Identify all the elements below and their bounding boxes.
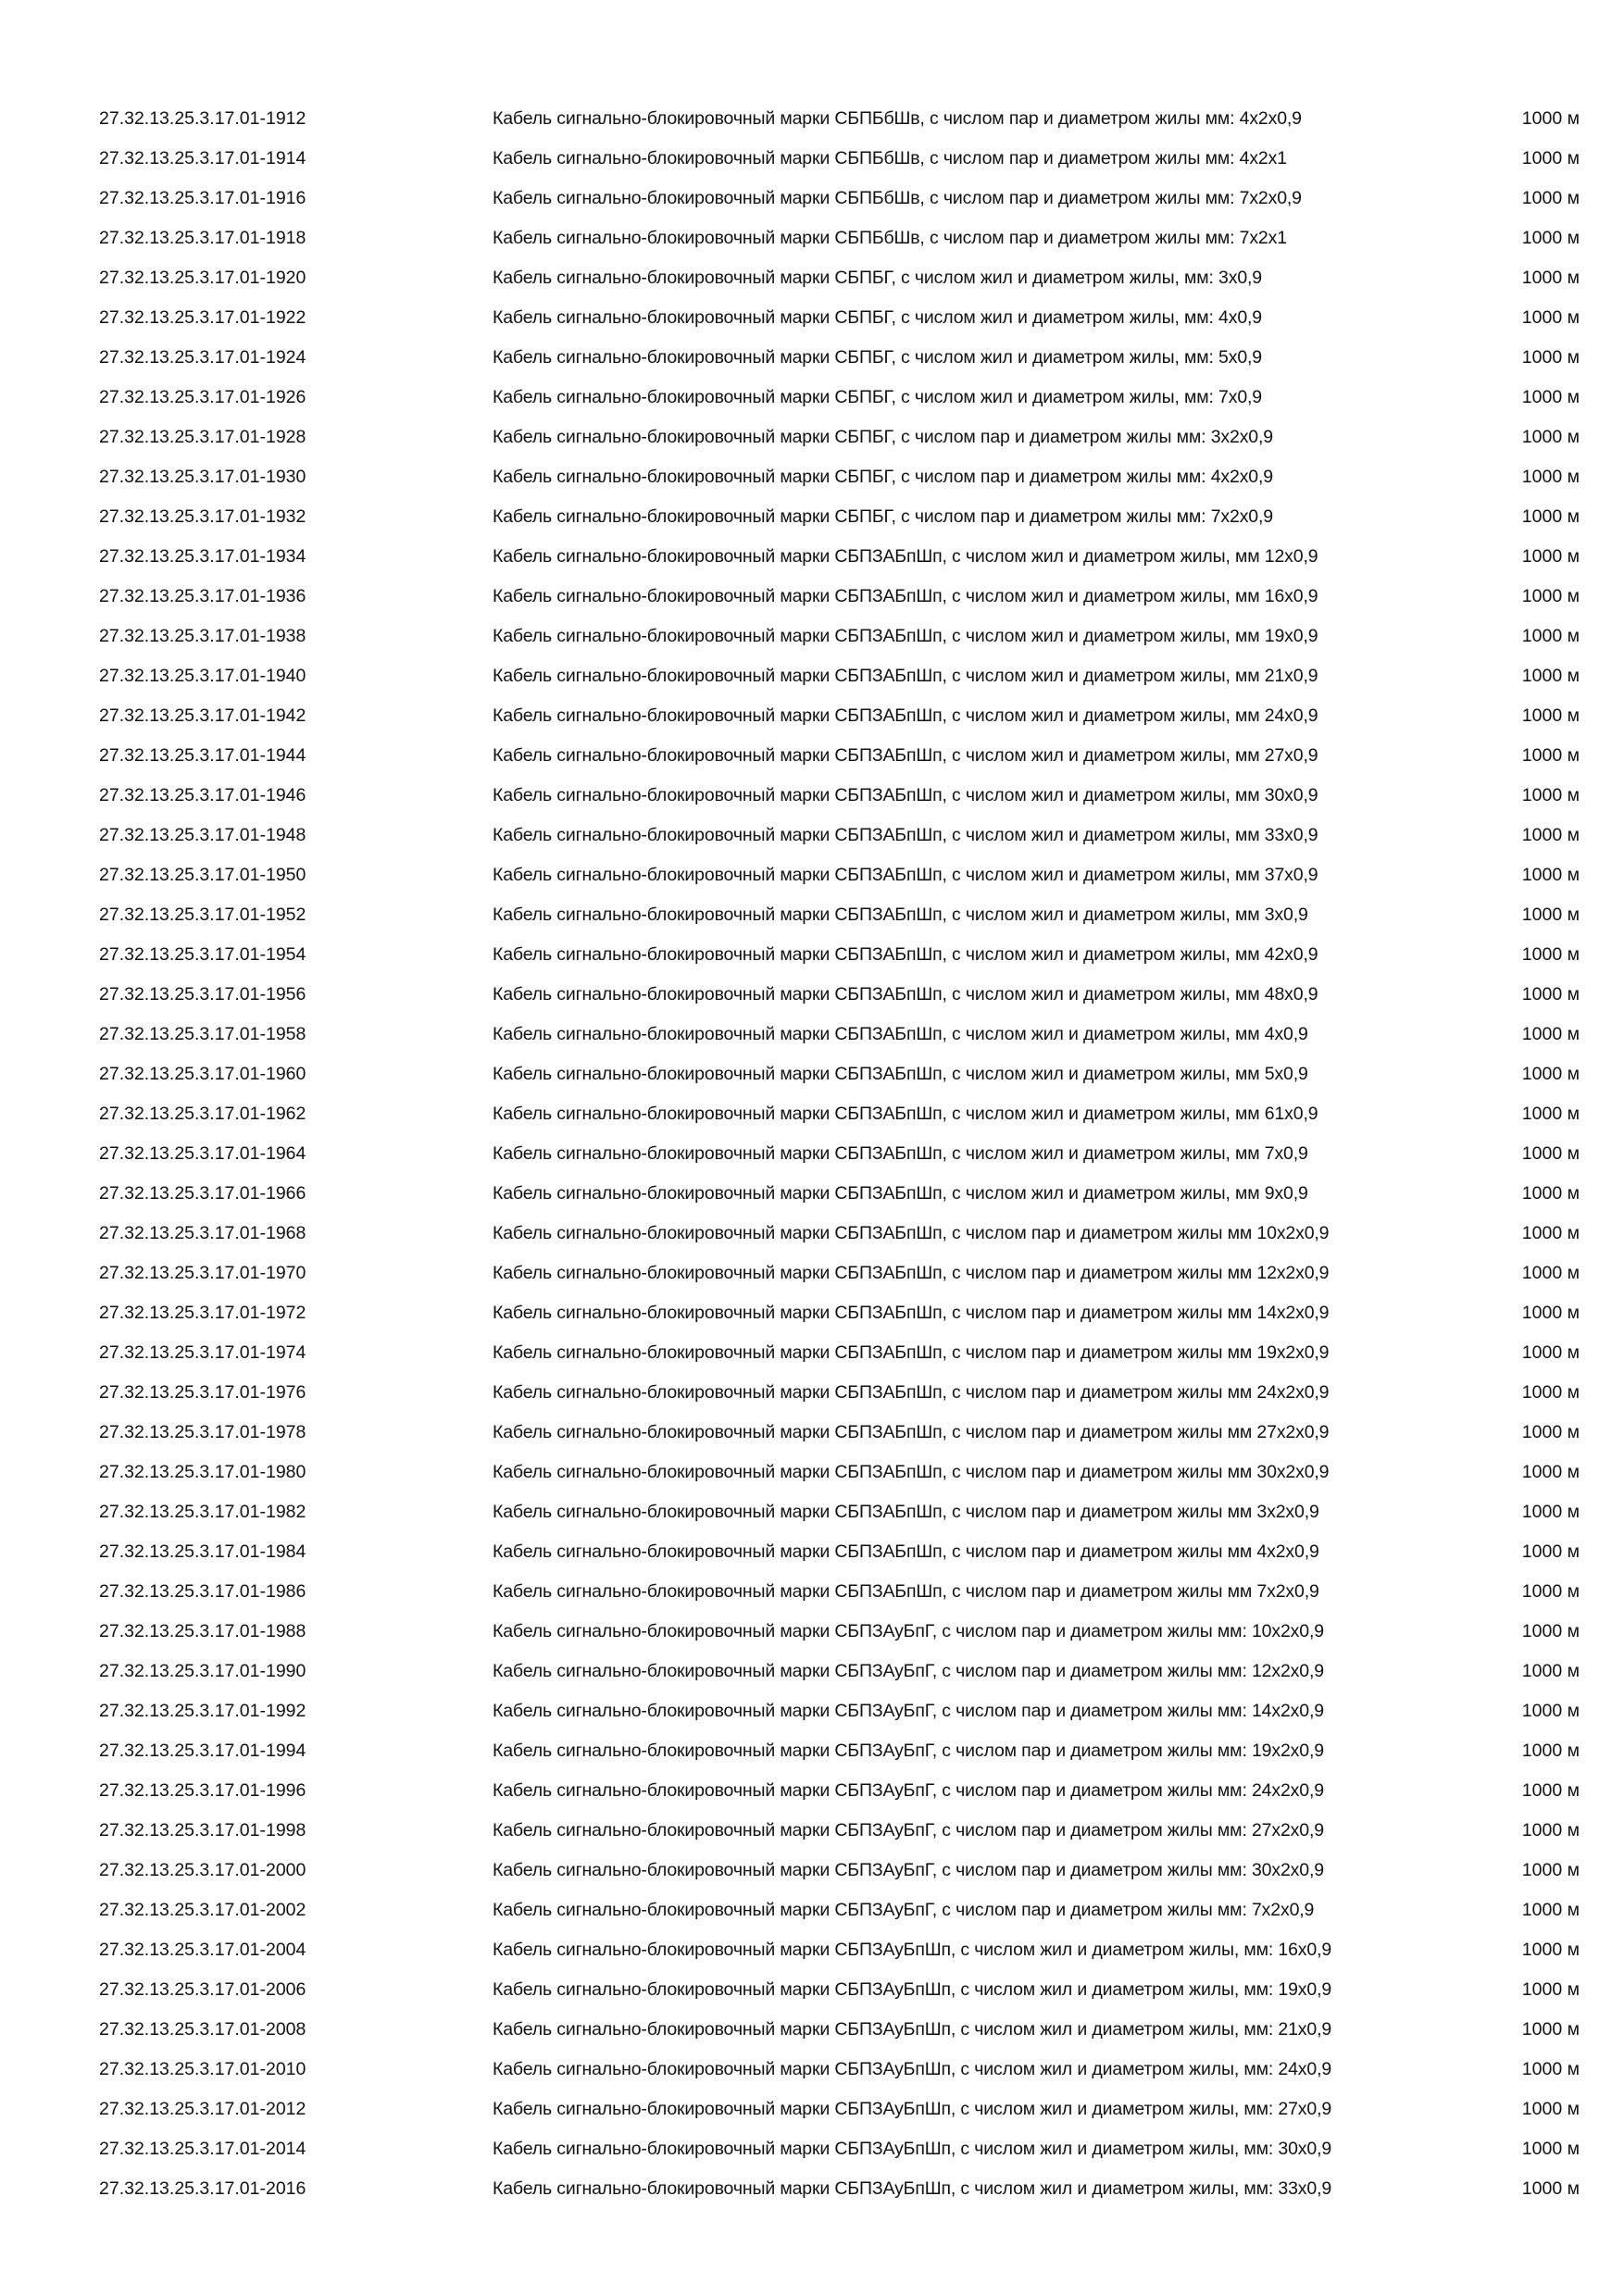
item-unit: 1000 м — [1521, 666, 1580, 686]
table-row — [0, 982, 1624, 1022]
item-description: Кабель сигнально-блокировочный марки СБПЗАБпШп, с числом жил и диаметром жилы, мм 21х0,9 — [493, 666, 1318, 686]
table-row — [0, 465, 1624, 505]
item-code: 27.32.13.25.3.17.01-1964 — [99, 1143, 306, 1164]
table-row — [0, 1301, 1624, 1341]
table-row — [0, 146, 1624, 186]
item-code: 27.32.13.25.3.17.01-2010 — [99, 2059, 306, 2079]
item-code: 27.32.13.25.3.17.01-2006 — [99, 1979, 306, 2000]
item-unit: 1000 м — [1521, 1820, 1580, 1841]
item-description: Кабель сигнально-блокировочный марки СБПЗАуБпГ, с числом пар и диаметром жилы мм: 19х2х0,9 — [493, 1741, 1324, 1761]
item-unit: 1000 м — [1521, 2059, 1580, 2079]
table-row — [0, 624, 1624, 664]
item-description: Кабель сигнально-блокировочный марки СБПЗАБпШп, с числом пар и диаметром жилы мм 19х2х0,9 — [493, 1342, 1330, 1363]
item-unit: 1000 м — [1521, 944, 1580, 965]
item-unit: 1000 м — [1521, 148, 1580, 168]
table-row — [0, 1699, 1624, 1739]
item-unit: 1000 м — [1521, 1661, 1580, 1681]
item-code: 27.32.13.25.3.17.01-1992 — [99, 1701, 306, 1721]
item-code: 27.32.13.25.3.17.01-1956 — [99, 984, 306, 1004]
item-description: Кабель сигнально-блокировочный марки СБПБбШв, с числом пар и диаметром жилы мм: 4х2х0,9 — [493, 108, 1302, 129]
table-row — [0, 2177, 1624, 2216]
item-code: 27.32.13.25.3.17.01-2008 — [99, 2019, 306, 2040]
item-description: Кабель сигнально-блокировочный марки СБПЗАБпШп, с числом жил и диаметром жилы, мм 61х0,9 — [493, 1104, 1318, 1124]
item-description: Кабель сигнально-блокировочный марки СБПЗАуБпГ, с числом пар и диаметром жилы мм: 24х2х0,9 — [493, 1780, 1324, 1801]
table-row — [0, 1778, 1624, 1818]
item-description: Кабель сигнально-блокировочный марки СБПЗАуБпГ, с числом пар и диаметром жилы мм: 10х2х0,9 — [493, 1621, 1324, 1641]
table-row — [0, 1142, 1624, 1181]
item-code: 27.32.13.25.3.17.01-1998 — [99, 1820, 306, 1841]
item-description: Кабель сигнально-блокировочный марки СБПЗАуБпГ, с числом пар и диаметром жилы мм: 12х2х0,9 — [493, 1661, 1324, 1681]
table-row — [0, 1460, 1624, 1500]
table-row — [0, 942, 1624, 982]
item-unit: 1000 м — [1521, 1422, 1580, 1442]
item-unit: 1000 м — [1521, 905, 1580, 925]
table-row — [0, 266, 1624, 306]
item-description: Кабель сигнально-блокировочный марки СБПЗАБпШп, с числом пар и диаметром жилы мм 24х2х0,9 — [493, 1382, 1330, 1403]
table-row — [0, 1858, 1624, 1898]
item-code: 27.32.13.25.3.17.01-1974 — [99, 1342, 306, 1363]
item-unit: 1000 м — [1521, 1940, 1580, 1960]
table-row — [0, 345, 1624, 385]
item-code: 27.32.13.25.3.17.01-1954 — [99, 944, 306, 965]
item-code: 27.32.13.25.3.17.01-1944 — [99, 745, 306, 766]
item-description: Кабель сигнально-блокировочный марки СБПБбШв, с числом пар и диаметром жилы мм: 7х2х0,9 — [493, 188, 1302, 208]
table-row — [0, 1261, 1624, 1301]
item-code: 27.32.13.25.3.17.01-1946 — [99, 785, 306, 805]
table-row — [0, 2057, 1624, 2097]
item-code: 27.32.13.25.3.17.01-1966 — [99, 1183, 306, 1204]
item-code: 27.32.13.25.3.17.01-2014 — [99, 2139, 306, 2159]
table-row — [0, 743, 1624, 783]
item-unit: 1000 м — [1521, 307, 1580, 328]
table-row — [0, 385, 1624, 425]
table-row — [0, 1579, 1624, 1619]
item-code: 27.32.13.25.3.17.01-1962 — [99, 1104, 306, 1124]
item-code: 27.32.13.25.3.17.01-1978 — [99, 1422, 306, 1442]
item-description: Кабель сигнально-блокировочный марки СБПЗАуБпШп, с числом жил и диаметром жилы, мм: 21х0,9 — [493, 2019, 1332, 2040]
item-description: Кабель сигнально-блокировочный марки СБПЗАуБпШп, с числом жил и диаметром жилы, мм: 24х0,9 — [493, 2059, 1332, 2079]
item-unit: 1000 м — [1521, 1342, 1580, 1363]
item-code: 27.32.13.25.3.17.01-2000 — [99, 1860, 306, 1880]
item-code: 27.32.13.25.3.17.01-1934 — [99, 546, 306, 567]
item-code: 27.32.13.25.3.17.01-1972 — [99, 1303, 306, 1323]
item-code: 27.32.13.25.3.17.01-1922 — [99, 307, 306, 328]
price-list-table — [0, 106, 1624, 2216]
item-unit: 1000 м — [1521, 1183, 1580, 1204]
item-description: Кабель сигнально-блокировочный марки СБПБГ, с числом жил и диаметром жилы, мм: 4х0,9 — [493, 307, 1262, 328]
item-description: Кабель сигнально-блокировочный марки СБПЗАуБпГ, с числом пар и диаметром жилы мм: 7х2х0,9 — [493, 1900, 1315, 1920]
item-description: Кабель сигнально-блокировочный марки СБПЗАБпШп, с числом жил и диаметром жилы, мм 24х0,9 — [493, 705, 1318, 726]
item-description: Кабель сигнально-блокировочный марки СБПЗАуБпШп, с числом жил и диаметром жилы, мм: 16х0,9 — [493, 1940, 1332, 1960]
table-row — [0, 1181, 1624, 1221]
table-row — [0, 1022, 1624, 1062]
item-unit: 1000 м — [1521, 984, 1580, 1004]
item-description: Кабель сигнально-блокировочный марки СБПЗАБпШп, с числом жил и диаметром жилы, мм 7х0,9 — [493, 1143, 1308, 1164]
item-code: 27.32.13.25.3.17.01-1950 — [99, 865, 306, 885]
item-code: 27.32.13.25.3.17.01-1912 — [99, 108, 306, 129]
table-row — [0, 664, 1624, 704]
item-unit: 1000 м — [1521, 1581, 1580, 1602]
table-row — [0, 1619, 1624, 1659]
item-unit: 1000 м — [1521, 228, 1580, 248]
item-code: 27.32.13.25.3.17.01-1918 — [99, 228, 306, 248]
item-unit: 1000 м — [1521, 1621, 1580, 1641]
table-row — [0, 1818, 1624, 1858]
table-row — [0, 186, 1624, 226]
table-row — [0, 1898, 1624, 1938]
item-unit: 1000 м — [1521, 865, 1580, 885]
item-unit: 1000 м — [1521, 1780, 1580, 1801]
item-unit: 1000 м — [1521, 506, 1580, 527]
item-unit: 1000 м — [1521, 626, 1580, 646]
table-row — [0, 1500, 1624, 1540]
item-description: Кабель сигнально-блокировочный марки СБПБГ, с числом жил и диаметром жилы, мм: 7х0,9 — [493, 387, 1262, 407]
item-unit: 1000 м — [1521, 2019, 1580, 2040]
table-row — [0, 505, 1624, 544]
item-code: 27.32.13.25.3.17.01-1940 — [99, 666, 306, 686]
item-description: Кабель сигнально-блокировочный марки СБПЗАБпШп, с числом жил и диаметром жилы, мм 5х0,9 — [493, 1064, 1308, 1084]
item-unit: 1000 м — [1521, 1263, 1580, 1283]
item-description: Кабель сигнально-блокировочный марки СБПЗАБпШп, с числом пар и диаметром жилы мм 7х2х0,9 — [493, 1581, 1319, 1602]
item-code: 27.32.13.25.3.17.01-1968 — [99, 1223, 306, 1243]
item-code: 27.32.13.25.3.17.01-1958 — [99, 1024, 306, 1044]
item-description: Кабель сигнально-блокировочный марки СБПБГ, с числом пар и диаметром жилы мм: 3х2х0,9 — [493, 427, 1273, 447]
item-description: Кабель сигнально-блокировочный марки СБПЗАБпШп, с числом жил и диаметром жилы, мм 9х0,9 — [493, 1183, 1308, 1204]
table-row — [0, 1978, 1624, 2017]
item-code: 27.32.13.25.3.17.01-1994 — [99, 1741, 306, 1761]
item-code: 27.32.13.25.3.17.01-1948 — [99, 825, 306, 845]
item-unit: 1000 м — [1521, 347, 1580, 368]
item-unit: 1000 м — [1521, 268, 1580, 288]
item-unit: 1000 м — [1521, 2099, 1580, 2119]
table-row — [0, 584, 1624, 624]
item-unit: 1000 м — [1521, 1541, 1580, 1562]
item-code: 27.32.13.25.3.17.01-1984 — [99, 1541, 306, 1562]
item-description: Кабель сигнально-блокировочный марки СБПЗАуБпГ, с числом пар и диаметром жилы мм: 14х2х0,9 — [493, 1701, 1324, 1721]
item-unit: 1000 м — [1521, 1303, 1580, 1323]
item-unit: 1000 м — [1521, 546, 1580, 567]
item-description: Кабель сигнально-блокировочный марки СБПЗАБпШп, с числом жил и диаметром жилы, мм 48х0,9 — [493, 984, 1318, 1004]
item-unit: 1000 м — [1521, 108, 1580, 129]
item-unit: 1000 м — [1521, 1024, 1580, 1044]
item-description: Кабель сигнально-блокировочный марки СБПЗАБпШп, с числом жил и диаметром жилы, мм 37х0,9 — [493, 865, 1318, 885]
item-description: Кабель сигнально-блокировочный марки СБПЗАБпШп, с числом жил и диаметром жилы, мм 3х0,9 — [493, 905, 1308, 925]
item-code: 27.32.13.25.3.17.01-1980 — [99, 1462, 306, 1482]
table-row — [0, 823, 1624, 863]
item-description: Кабель сигнально-блокировочный марки СБПЗАБпШп, с числом жил и диаметром жилы, мм 12х0,9 — [493, 546, 1318, 567]
table-row — [0, 863, 1624, 903]
item-code: 27.32.13.25.3.17.01-1952 — [99, 905, 306, 925]
item-code: 27.32.13.25.3.17.01-1976 — [99, 1382, 306, 1403]
table-row — [0, 783, 1624, 823]
item-description: Кабель сигнально-блокировочный марки СБПЗАБпШп, с числом жил и диаметром жилы, мм 30х0,9 — [493, 785, 1318, 805]
item-unit: 1000 м — [1521, 1701, 1580, 1721]
item-description: Кабель сигнально-блокировочный марки СБПЗАБпШп, с числом пар и диаметром жилы мм 27х2х0,9 — [493, 1422, 1330, 1442]
item-description: Кабель сигнально-блокировочный марки СБПЗАуБпШп, с числом жил и диаметром жилы, мм: 30х0,9 — [493, 2139, 1332, 2159]
item-code: 27.32.13.25.3.17.01-1970 — [99, 1263, 306, 1283]
item-description: Кабель сигнально-блокировочный марки СБПБбШв, с числом пар и диаметром жилы мм: 7х2х1 — [493, 228, 1287, 248]
item-description: Кабель сигнально-блокировочный марки СБПЗАБпШп, с числом жил и диаметром жилы, мм 27х0,9 — [493, 745, 1318, 766]
item-unit: 1000 м — [1521, 1104, 1580, 1124]
item-code: 27.32.13.25.3.17.01-2004 — [99, 1940, 306, 1960]
item-description: Кабель сигнально-блокировочный марки СБПБГ, с числом жил и диаметром жилы, мм: 3х0,9 — [493, 268, 1262, 288]
table-row — [0, 2137, 1624, 2177]
item-code: 27.32.13.25.3.17.01-2016 — [99, 2178, 306, 2199]
item-unit: 1000 м — [1521, 705, 1580, 726]
item-description: Кабель сигнально-блокировочный марки СБПЗАБпШп, с числом пар и диаметром жилы мм 14х2х0,9 — [493, 1303, 1330, 1323]
item-description: Кабель сигнально-блокировочный марки СБПЗАБпШп, с числом пар и диаметром жилы мм 10х2х0,9 — [493, 1223, 1330, 1243]
table-row — [0, 704, 1624, 743]
item-unit: 1000 м — [1521, 745, 1580, 766]
item-unit: 1000 м — [1521, 2178, 1580, 2199]
item-code: 27.32.13.25.3.17.01-1960 — [99, 1064, 306, 1084]
item-unit: 1000 м — [1521, 1860, 1580, 1880]
item-code: 27.32.13.25.3.17.01-1988 — [99, 1621, 306, 1641]
item-description: Кабель сигнально-блокировочный марки СБПЗАБпШп, с числом жил и диаметром жилы, мм 42х0,9 — [493, 944, 1318, 965]
item-code: 27.32.13.25.3.17.01-1990 — [99, 1661, 306, 1681]
item-description: Кабель сигнально-блокировочный марки СБПБбШв, с числом пар и диаметром жилы мм: 4х2х1 — [493, 148, 1287, 168]
item-code: 27.32.13.25.3.17.01-1986 — [99, 1581, 306, 1602]
item-description: Кабель сигнально-блокировочный марки СБПЗАБпШп, с числом пар и диаметром жилы мм 3х2х0,9 — [493, 1502, 1319, 1522]
item-description: Кабель сигнально-блокировочный марки СБПБГ, с числом пар и диаметром жилы мм: 7х2х0,9 — [493, 506, 1273, 527]
item-unit: 1000 м — [1521, 1382, 1580, 1403]
item-code: 27.32.13.25.3.17.01-1982 — [99, 1502, 306, 1522]
item-code: 27.32.13.25.3.17.01-1916 — [99, 188, 306, 208]
item-code: 27.32.13.25.3.17.01-1938 — [99, 626, 306, 646]
item-code: 27.32.13.25.3.17.01-1928 — [99, 427, 306, 447]
item-code: 27.32.13.25.3.17.01-1920 — [99, 268, 306, 288]
item-description: Кабель сигнально-блокировочный марки СБПЗАуБпГ, с числом пар и диаметром жилы мм: 27х2х0,9 — [493, 1820, 1324, 1841]
item-code: 27.32.13.25.3.17.01-1924 — [99, 347, 306, 368]
item-code: 27.32.13.25.3.17.01-1930 — [99, 467, 306, 487]
item-unit: 1000 м — [1521, 825, 1580, 845]
table-row — [0, 1221, 1624, 1261]
item-description: Кабель сигнально-блокировочный марки СБПЗАуБпШп, с числом жил и диаметром жилы, мм: 19х0,9 — [493, 1979, 1332, 2000]
item-unit: 1000 м — [1521, 1064, 1580, 1084]
item-unit: 1000 м — [1521, 387, 1580, 407]
item-code: 27.32.13.25.3.17.01-1942 — [99, 705, 306, 726]
table-row — [0, 1540, 1624, 1579]
item-code: 27.32.13.25.3.17.01-2012 — [99, 2099, 306, 2119]
table-row — [0, 425, 1624, 465]
item-description: Кабель сигнально-блокировочный марки СБПЗАуБпШп, с числом жил и диаметром жилы, мм: 33х0,9 — [493, 2178, 1332, 2199]
table-row — [0, 306, 1624, 345]
table-row — [0, 1938, 1624, 1978]
item-unit: 1000 м — [1521, 586, 1580, 606]
item-description: Кабель сигнально-блокировочный марки СБПЗАБпШп, с числом жил и диаметром жилы, мм 16х0,9 — [493, 586, 1318, 606]
table-row — [0, 2097, 1624, 2137]
item-code: 27.32.13.25.3.17.01-1932 — [99, 506, 306, 527]
table-row — [0, 2017, 1624, 2057]
item-description: Кабель сигнально-блокировочный марки СБПЗАБпШп, с числом пар и диаметром жилы мм 12х2х0,9 — [493, 1263, 1330, 1283]
item-code: 27.32.13.25.3.17.01-1936 — [99, 586, 306, 606]
item-description: Кабель сигнально-блокировочный марки СБПЗАБпШп, с числом пар и диаметром жилы мм 4х2х0,9 — [493, 1541, 1319, 1562]
table-row — [0, 1380, 1624, 1420]
table-row — [0, 1102, 1624, 1142]
item-code: 27.32.13.25.3.17.01-1926 — [99, 387, 306, 407]
item-unit: 1000 м — [1521, 1900, 1580, 1920]
item-unit: 1000 м — [1521, 188, 1580, 208]
item-description: Кабель сигнально-блокировочный марки СБПБГ, с числом пар и диаметром жилы мм: 4х2х0,9 — [493, 467, 1273, 487]
table-row — [0, 226, 1624, 266]
item-unit: 1000 м — [1521, 1223, 1580, 1243]
table-row — [0, 544, 1624, 584]
item-code: 27.32.13.25.3.17.01-2002 — [99, 1900, 306, 1920]
item-description: Кабель сигнально-блокировочный марки СБПЗАБпШп, с числом жил и диаметром жилы, мм 19х0,9 — [493, 626, 1318, 646]
item-description: Кабель сигнально-блокировочный марки СБПЗАуБпГ, с числом пар и диаметром жилы мм: 30х2х0,9 — [493, 1860, 1324, 1880]
item-description: Кабель сигнально-блокировочный марки СБПБГ, с числом жил и диаметром жилы, мм: 5х0,9 — [493, 347, 1262, 368]
item-unit: 1000 м — [1521, 785, 1580, 805]
table-row — [0, 1659, 1624, 1699]
item-description: Кабель сигнально-блокировочный марки СБПЗАБпШп, с числом жил и диаметром жилы, мм 4х0,9 — [493, 1024, 1308, 1044]
item-description: Кабель сигнально-блокировочный марки СБПЗАуБпШп, с числом жил и диаметром жилы, мм: 27х0,9 — [493, 2099, 1332, 2119]
item-unit: 1000 м — [1521, 467, 1580, 487]
item-unit: 1000 м — [1521, 1143, 1580, 1164]
table-row — [0, 1739, 1624, 1778]
table-row — [0, 106, 1624, 146]
table-row — [0, 1062, 1624, 1102]
item-unit: 1000 м — [1521, 1979, 1580, 2000]
table-row — [0, 1420, 1624, 1460]
table-row — [0, 903, 1624, 942]
item-description: Кабель сигнально-блокировочный марки СБПЗАБпШп, с числом пар и диаметром жилы мм 30х2х0,9 — [493, 1462, 1330, 1482]
item-description: Кабель сигнально-блокировочный марки СБПЗАБпШп, с числом жил и диаметром жилы, мм 33х0,9 — [493, 825, 1318, 845]
item-code: 27.32.13.25.3.17.01-1996 — [99, 1780, 306, 1801]
item-code: 27.32.13.25.3.17.01-1914 — [99, 148, 306, 168]
table-row — [0, 1341, 1624, 1380]
item-unit: 1000 м — [1521, 1462, 1580, 1482]
item-unit: 1000 м — [1521, 2139, 1580, 2159]
item-unit: 1000 м — [1521, 427, 1580, 447]
item-unit: 1000 м — [1521, 1502, 1580, 1522]
item-unit: 1000 м — [1521, 1741, 1580, 1761]
